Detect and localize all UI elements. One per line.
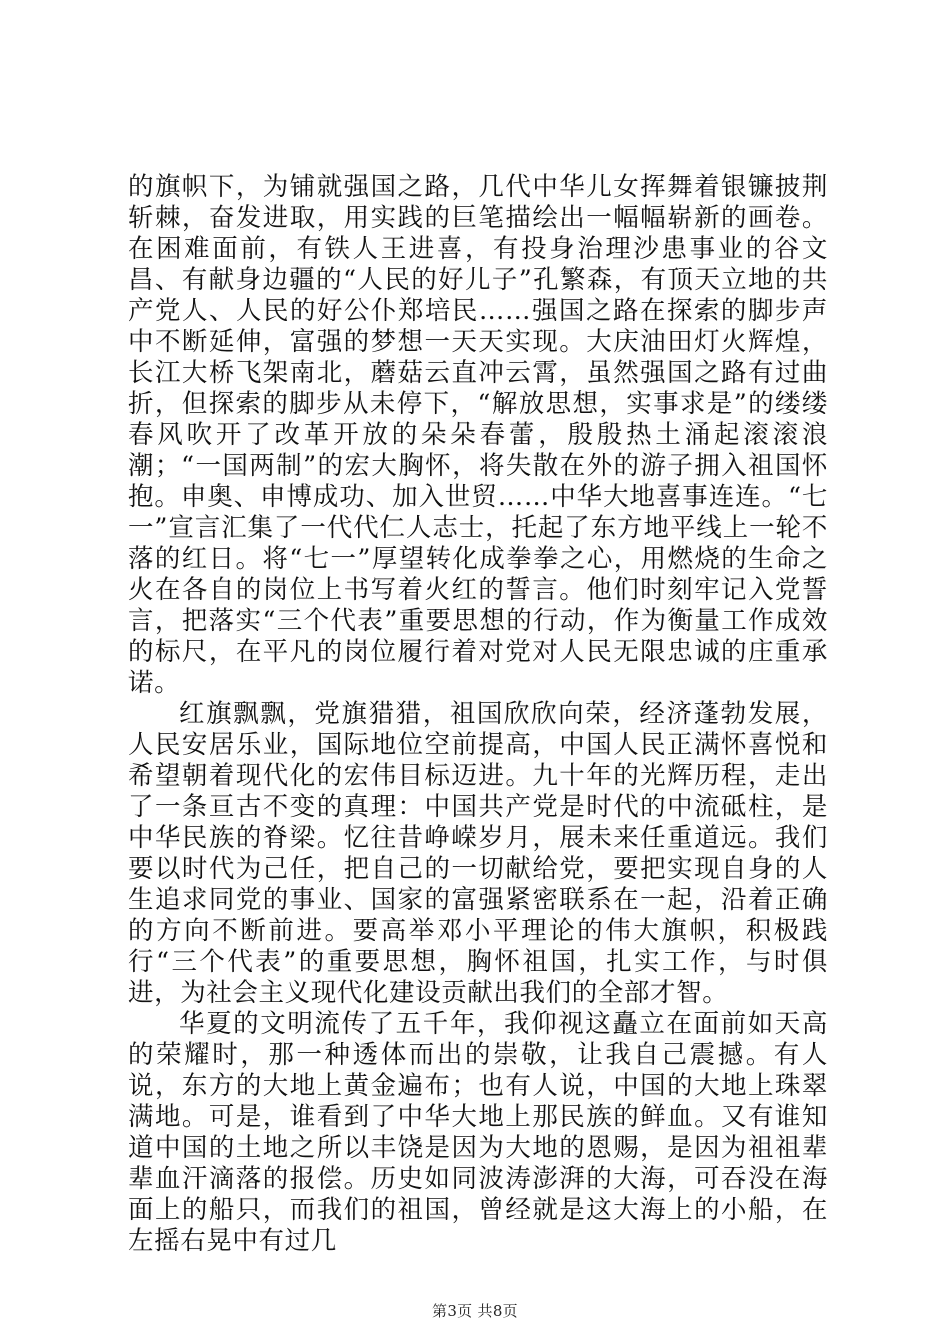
paragraph-1: 的旗帜下，为铺就强国之路，几代中华儿女挥舞着银镰披荆斩棘，奋发进取，用实践的巨笔描绘出一幅幅崭新的画卷。在困难面前，有铁人王进喜，有投身治理沙患事业的谷文昌、有献身边疆的“人民的好儿子”孔繁森，有顶天立地的共产党人、人民的好公仆郑培民……强国之路在探索的脚步声中不断延伸，富强的梦想一天天实现。大庆油田灯火辉煌，长江大桥飞架南北，蘑菇云直冲云霄，虽然强国之路有过曲折，但探索的脚步从未停下，“解放思想，实事求是”的缕缕春风吹开了改革开放的朵朵春蕾，殷殷热土涌起滚滚浪潮；“一国两制”的宏大胸怀，将失散在外的游子拥入祖国怀抱。申奥、申博成功、加入世贸……中华大地喜事连连。“七一”宣言汇集了一代代仁人志士，托起了东方地平线上一轮不落的红日。将“七一”厚望转化成拳拳之心，用燃烧的生命之火在各自的岗位上书写着火红的誓言。他们时刻牢记入党誓言，把落实“三个代表”重要思想的行动，作为衡量工作成效的标尺，在平凡的岗位履行着对党对人民无限忠诚的庄重承诺。	[128, 172, 828, 698]
paragraph-2: 红旗飘飘，党旗猎猎，祖国欣欣向荣，经济蓬勃发展，人民安居乐业，国际地位空前提高，中国人民正满怀喜悦和希望朝着现代化的宏伟目标迈进。九十年的光辉历程，走出了一条亘古不变的真理：中国共产党是时代的中流砥柱，是中华民族的脊梁。忆往昔峥嵘岁月，展未来任重道远。我们要以时代为己任，把自己的一切献给党，要把实现自身的人生追求同党的事业、国家的富强紧密联系在一起，沿着正确的方向不断前进。要高举邓小平理论的伟大旗帜，积极践行“三个代表”的重要思想，胸怀祖国，扎实工作，与时俱进，为社会主义现代化建设贡献出我们的全部才智。	[128, 699, 828, 1008]
page-number-footer: 第3页 共8页	[432, 1302, 518, 1320]
paragraph-3: 华夏的文明流传了五千年，我仰视这矗立在面前如天高的荣耀时，那一种透体而出的崇敬，让我自己震撼。有人说，东方的大地上黄金遍布；也有人说，中国的大地上珠翠满地。可是，谁看到了中华大地上那民族的鲜血。又有谁知道中国的土地之所以丰饶是因为大地的恩赐，是因为祖祖辈辈血汗滴落的报偿。历史如同波涛澎湃的大海，可吞没在海面上的船只，而我们的祖国，曾经就是这大海上的小船，在左摇右晃中有过几	[128, 1009, 828, 1256]
body-text	[128, 172, 828, 1257]
